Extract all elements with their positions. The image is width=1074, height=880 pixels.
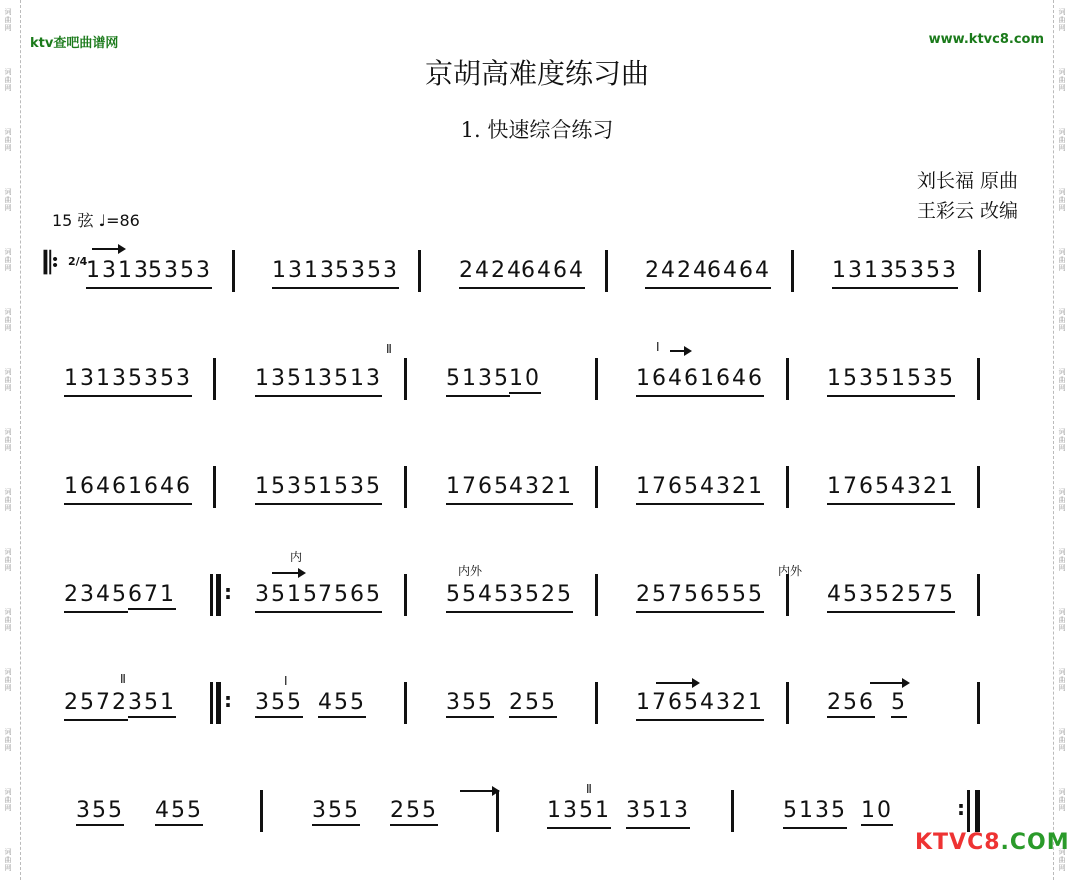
watermark-text: 词曲网 [4,848,12,872]
notes: 355 [255,690,303,718]
notes: 6555 [700,582,764,613]
watermark-text: 词曲网 [4,668,12,692]
notes: 5 [891,690,907,718]
notes: 355 [446,690,494,718]
barline [404,466,407,508]
note-group [64,690,128,715]
watermark-text: 词曲网 [1058,128,1066,152]
repeat-dots: : [224,580,232,604]
notes: 1535 [827,366,891,397]
note-group [827,690,875,715]
notes: 2424 [645,258,709,289]
barline [786,574,789,616]
note-group [128,582,176,607]
notes: 4321 [509,474,573,505]
slide-arrow [870,682,906,696]
notes: 1765 [636,474,700,505]
note-group [861,798,893,823]
note-group [446,474,510,499]
watermark-text: 词曲网 [4,308,12,332]
notes: 6464 [521,258,585,289]
note-group [783,798,847,823]
notes: 1765 [636,690,700,721]
barline [786,466,789,508]
barline [418,250,421,292]
notes: 3513 [318,366,382,397]
notes: 1535 [255,474,319,505]
note-group [509,690,557,715]
note-group [700,366,764,391]
notes: 5353 [335,258,399,289]
string-mark: 内外 [778,564,803,578]
watermark-text: 词曲网 [1058,728,1066,752]
notes: 255 [390,798,438,826]
barline [595,466,598,508]
watermark-text: 词曲网 [1058,668,1066,692]
repeat-barline [210,682,213,724]
note-group [832,258,896,283]
barline [605,250,608,292]
notes: 2345 [64,582,128,613]
score-row [0,568,1074,628]
notes: 1765 [827,474,891,505]
barline [404,574,407,616]
watermark-text: 词曲网 [4,728,12,752]
note-group [891,366,955,391]
notes: 355 [76,798,124,826]
watermark-text: 词曲网 [1058,368,1066,392]
note-group [312,798,360,823]
barline [595,682,598,724]
notes: 1646 [64,474,128,505]
slide-arrow [272,572,302,586]
notes: 1535 [318,474,382,505]
composer-credit: 刘长福 原曲 [916,170,1018,192]
note-group [509,582,573,607]
note-group [636,366,700,391]
note-group [827,366,891,391]
notes: 2575 [891,582,955,613]
score-row [0,352,1074,412]
notes: 4321 [700,690,764,721]
watermark-text: 词曲网 [1058,248,1066,272]
score-row [0,784,1074,844]
notes: 5353 [148,258,212,289]
watermark-text: 词曲网 [4,788,12,812]
watermark-text: 词曲网 [4,188,12,212]
barline [595,358,598,400]
notes: 3525 [509,582,573,613]
note-group [626,798,690,823]
repeat-dots: : [957,796,965,820]
note-group [272,258,336,283]
watermark-text: 词曲网 [4,548,12,572]
tempo-marking: 15 弦 ♩=86 [52,211,140,230]
notes: 351 [128,690,176,718]
watermark-text: 词曲网 [4,8,12,32]
barline [731,790,734,832]
note-group [255,366,319,391]
note-group [509,366,541,391]
note-group [891,474,955,499]
repeat-barline-thick [216,682,221,724]
note-group [700,582,764,607]
note-group [390,798,438,823]
watermark-text: 词曲网 [4,248,12,272]
note-group [128,474,192,499]
note-group [255,690,303,715]
barline [977,358,980,400]
notes: 1351 [547,798,611,829]
barline [213,358,216,400]
notes: 1646 [636,366,700,397]
arranger-credit: 王彩云 改编 [916,200,1018,222]
notes: 1313 [832,258,896,289]
watermark-text: 词曲网 [1058,848,1066,872]
final-barline [975,790,980,832]
note-group [891,582,955,607]
notes: 455 [155,798,203,826]
barline [213,466,216,508]
notes: 2572 [64,690,128,721]
note-group [521,258,585,283]
notes: 1535 [891,366,955,397]
barline [232,250,235,292]
notes: 5135 [446,366,510,397]
watermark-text: 词曲网 [1058,428,1066,452]
note-group [636,474,700,499]
position-mark: Ⅰ [656,340,660,354]
note-group [255,474,319,499]
watermark-text: 词曲网 [1058,68,1066,92]
watermark-text: 词曲网 [4,428,12,452]
notes: 1765 [446,474,510,505]
site-name-left[interactable]: ktv查吧曲谱网 [30,36,119,51]
barline [786,358,789,400]
score-row [0,244,1074,304]
note-group [318,366,382,391]
notes: 256 [827,690,875,718]
note-group [827,474,891,499]
note-group [547,798,611,823]
note-group [827,582,891,607]
notes: 3515 [255,582,319,613]
barline [595,574,598,616]
repeat-barline-thick [216,574,221,616]
position-mark: Ⅰ [284,674,288,688]
watermark-text: 词曲网 [1058,488,1066,512]
watermark-text: 词曲网 [4,488,12,512]
note-group [64,582,128,607]
repeat-start-sign: 𝄆 [44,246,59,281]
note-group [700,690,764,715]
notes: 455 [318,690,366,718]
watermark-text: 词曲网 [1058,788,1066,812]
notes: 5545 [446,582,510,613]
note-group [894,258,958,283]
notes: 4535 [827,582,891,613]
watermark-text: 词曲网 [4,608,12,632]
watermark-text: 词曲网 [4,68,12,92]
notes: 3513 [626,798,690,829]
notes: 2575 [636,582,700,613]
watermark-text: 词曲网 [1058,8,1066,32]
note-group [148,258,212,283]
notes: 1351 [255,366,319,397]
score-row [0,460,1074,520]
note-group [318,474,382,499]
note-group [509,474,573,499]
note-group [128,366,192,391]
slide-arrow [656,682,696,696]
notes: 10 [861,798,893,826]
watermark-text: 词曲网 [1058,548,1066,572]
notes: 4321 [891,474,955,505]
slide-arrow [92,248,122,262]
note-group [446,366,510,391]
watermark-text: 词曲网 [4,368,12,392]
note-group [700,474,764,499]
note-group [446,582,510,607]
notes: 5353 [894,258,958,289]
notes: 2424 [459,258,523,289]
position-mark: Ⅱ [386,342,392,356]
note-group [64,474,128,499]
string-mark: 内 [290,550,303,564]
note-group [636,582,700,607]
barline [260,790,263,832]
notes: 355 [312,798,360,826]
note-group [155,798,203,823]
time-signature: 2/4 [68,255,88,268]
watermark-text: 词曲网 [1058,308,1066,332]
watermark-text: 词曲网 [4,128,12,152]
note-group [446,690,494,715]
notes: 4321 [700,474,764,505]
notes: 1646 [128,474,192,505]
notes: 5135 [783,798,847,829]
ktvc8-logo: KTVC8.COM [915,830,1070,855]
notes: 1313 [86,258,150,289]
barline [977,466,980,508]
notes: 5353 [128,366,192,397]
barline [967,790,970,832]
barline [786,682,789,724]
note-group [645,258,709,283]
repeat-barline [210,574,213,616]
notes: 255 [509,690,557,718]
position-mark: Ⅱ [586,782,592,796]
barline [978,250,981,292]
score-subtitle: 1. 快速综合练习 [460,118,614,142]
barline [404,682,407,724]
note-group [335,258,399,283]
notes: 1313 [272,258,336,289]
watermark-text: 词曲网 [1058,608,1066,632]
notes: 1646 [700,366,764,397]
repeat-dots: : [224,688,232,712]
notes: 10 [509,366,541,394]
site-url-right[interactable]: www.ktvc8.com [928,32,1044,47]
string-mark: 内外 [458,564,483,578]
note-group [318,690,366,715]
barline [496,790,499,832]
position-mark: Ⅱ [120,672,126,686]
note-group [318,582,382,607]
notes: 671 [128,582,176,610]
barline [977,682,980,724]
notes: 6464 [707,258,771,289]
watermark-text: 词曲网 [1058,188,1066,212]
note-group [64,366,128,391]
note-group [459,258,523,283]
barline [791,250,794,292]
slide-arrow [670,350,688,364]
note-group [76,798,124,823]
notes: 1313 [64,366,128,397]
notes: 7565 [318,582,382,613]
slide-arrow [460,790,496,804]
note-group [707,258,771,283]
score-row [0,676,1074,736]
note-group [128,690,176,715]
barline [404,358,407,400]
score-title: 京胡高难度练习曲 [424,57,649,90]
barline [977,574,980,616]
